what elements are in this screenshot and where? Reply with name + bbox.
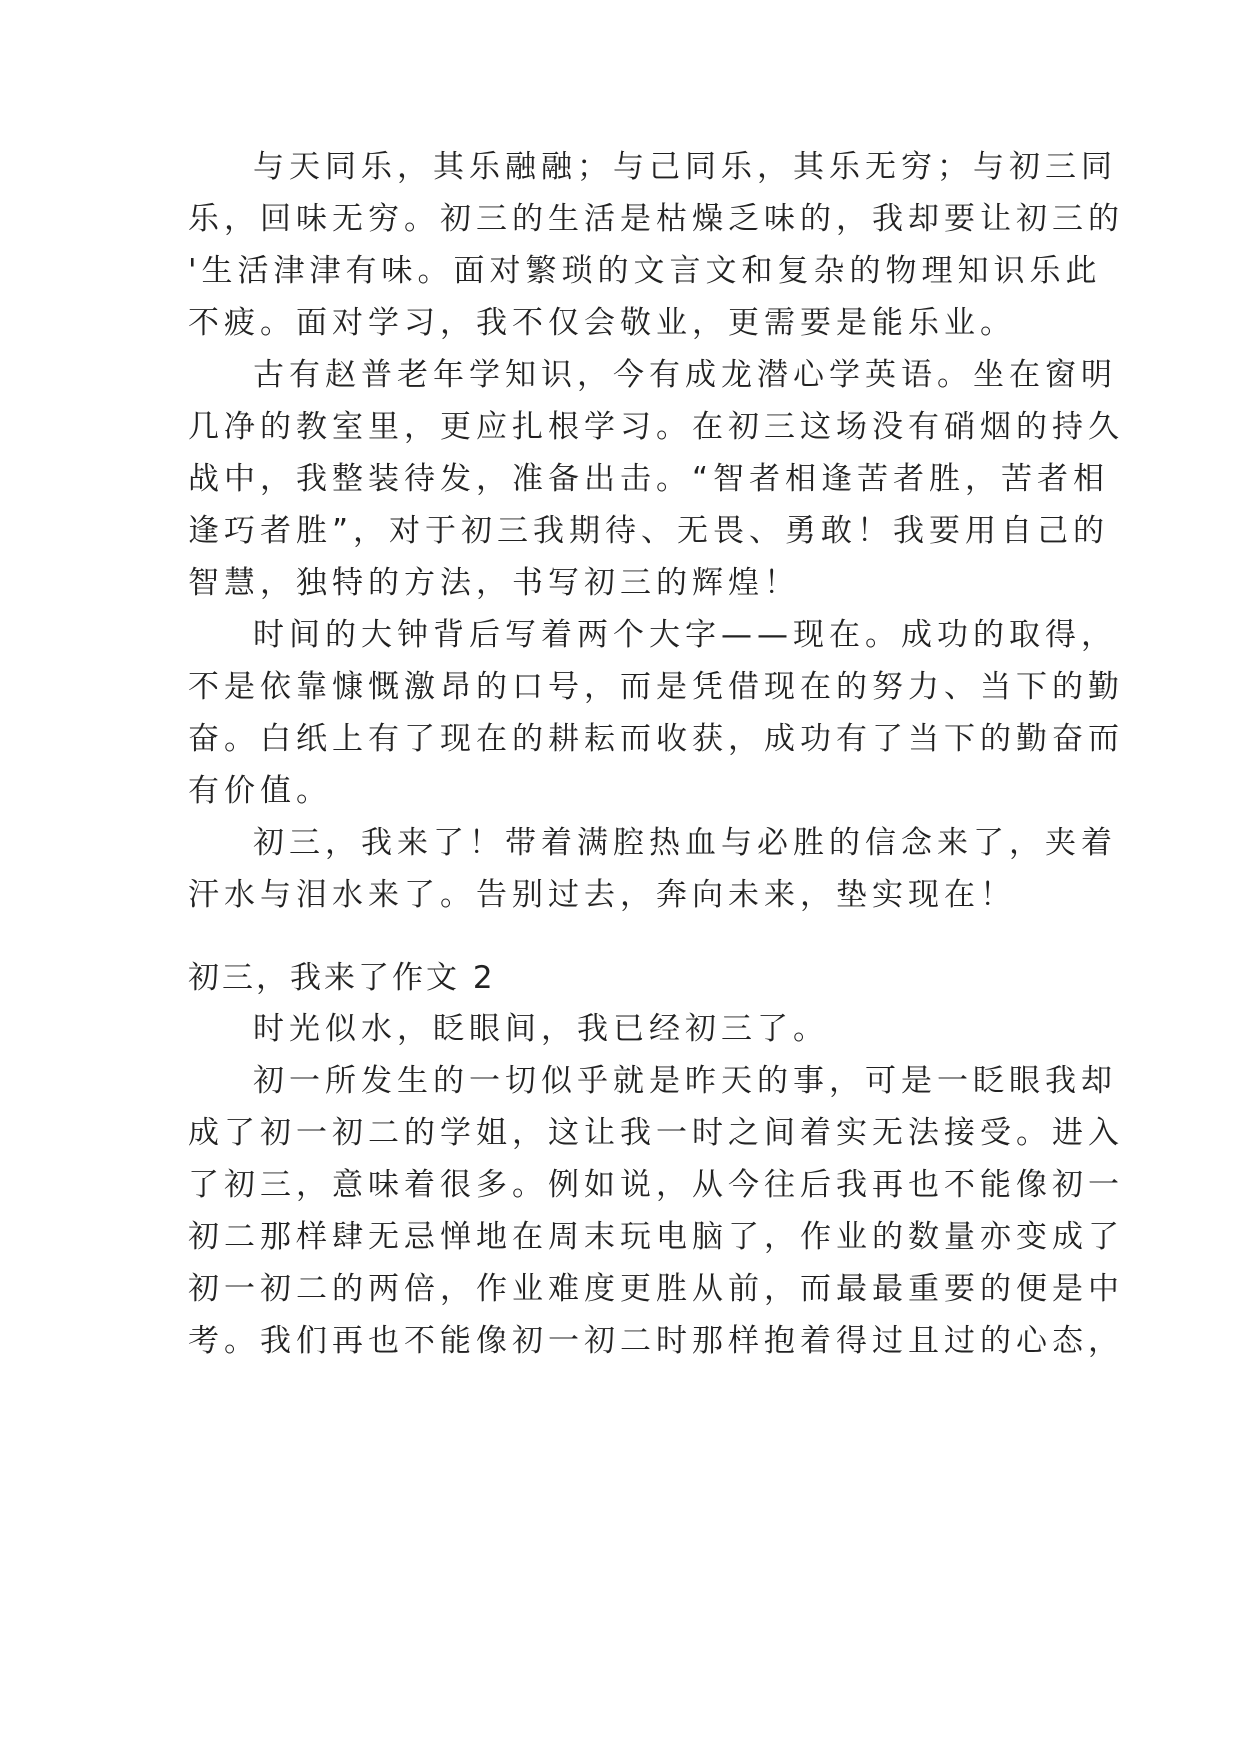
paragraph-6-line-5: 初一初二的两倍，作业难度更胜从前，而最最重要的便是中 bbox=[188, 1271, 1124, 1307]
paragraph-2-line-5: 智慧，独特的方法，书写初三的辉煌！ bbox=[188, 565, 800, 601]
paragraph-3-line-2: 不是依靠慷慨激昂的口号，而是凭借现在的努力、当下的勤 bbox=[188, 669, 1124, 705]
paragraph-3-line-1: 时间的大钟背后写着两个大字——现在。成功的取得， bbox=[253, 617, 1117, 653]
paragraph-6-line-4: 初二那样肆无忌惮地在周末玩电脑了，作业的数量亦变成了 bbox=[188, 1219, 1124, 1255]
paragraph-6-line-1: 初一所发生的一切似乎就是昨天的事，可是一眨眼我却 bbox=[253, 1063, 1117, 1099]
paragraph-6-line-3: 了初三，意味着很多。例如说，从今往后我再也不能像初一 bbox=[188, 1167, 1124, 1203]
paragraph-1-line-2: 乐，回味无穷。初三的生活是枯燥乏味的，我却要让初三的 bbox=[188, 201, 1124, 237]
section-heading: 初三，我来了作文 2 bbox=[188, 960, 496, 996]
paragraph-3-line-3: 奋。白纸上有了现在的耕耘而收获，成功有了当下的勤奋而 bbox=[188, 721, 1124, 757]
paragraph-6-line-6: 考。我们再也不能像初一初二时那样抱着得过且过的心态， bbox=[188, 1323, 1124, 1359]
paragraph-5-line-1: 时光似水，眨眼间，我已经初三了。 bbox=[253, 1011, 829, 1047]
paragraph-2-line-1: 古有赵普老年学知识，今有成龙潜心学英语。坐在窗明 bbox=[253, 357, 1117, 393]
paragraph-4-line-2: 汗水与泪水来了。告别过去，奔向未来，垫实现在！ bbox=[188, 877, 1016, 913]
paragraph-4-line-1: 初三，我来了！带着满腔热血与必胜的信念来了，夹着 bbox=[253, 825, 1117, 861]
paragraph-2-line-2: 几净的教室里，更应扎根学习。在初三这场没有硝烟的持久 bbox=[188, 409, 1124, 445]
paragraph-6-line-2: 成了初一初二的学姐，这让我一时之间着实无法接受。进入 bbox=[188, 1115, 1124, 1151]
paragraph-1-line-3: '生活津津有味。面对繁琐的文言文和复杂的物理知识乐此 bbox=[188, 253, 1102, 289]
paragraph-2-line-4: 逢巧者胜”，对于初三我期待、无畏、勇敢！我要用自己的 bbox=[188, 513, 1110, 549]
paragraph-1-line-4: 不疲。面对学习，我不仅会敬业，更需要是能乐业。 bbox=[188, 305, 1016, 341]
paragraph-2-line-3: 战中，我整装待发，准备出击。“智者相逢苦者胜，苦者相 bbox=[188, 461, 1110, 497]
paragraph-3-line-4: 有价值。 bbox=[188, 773, 332, 809]
paragraph-1-line-1: 与天同乐，其乐融融；与己同乐，其乐无穷；与初三同 bbox=[253, 149, 1117, 185]
